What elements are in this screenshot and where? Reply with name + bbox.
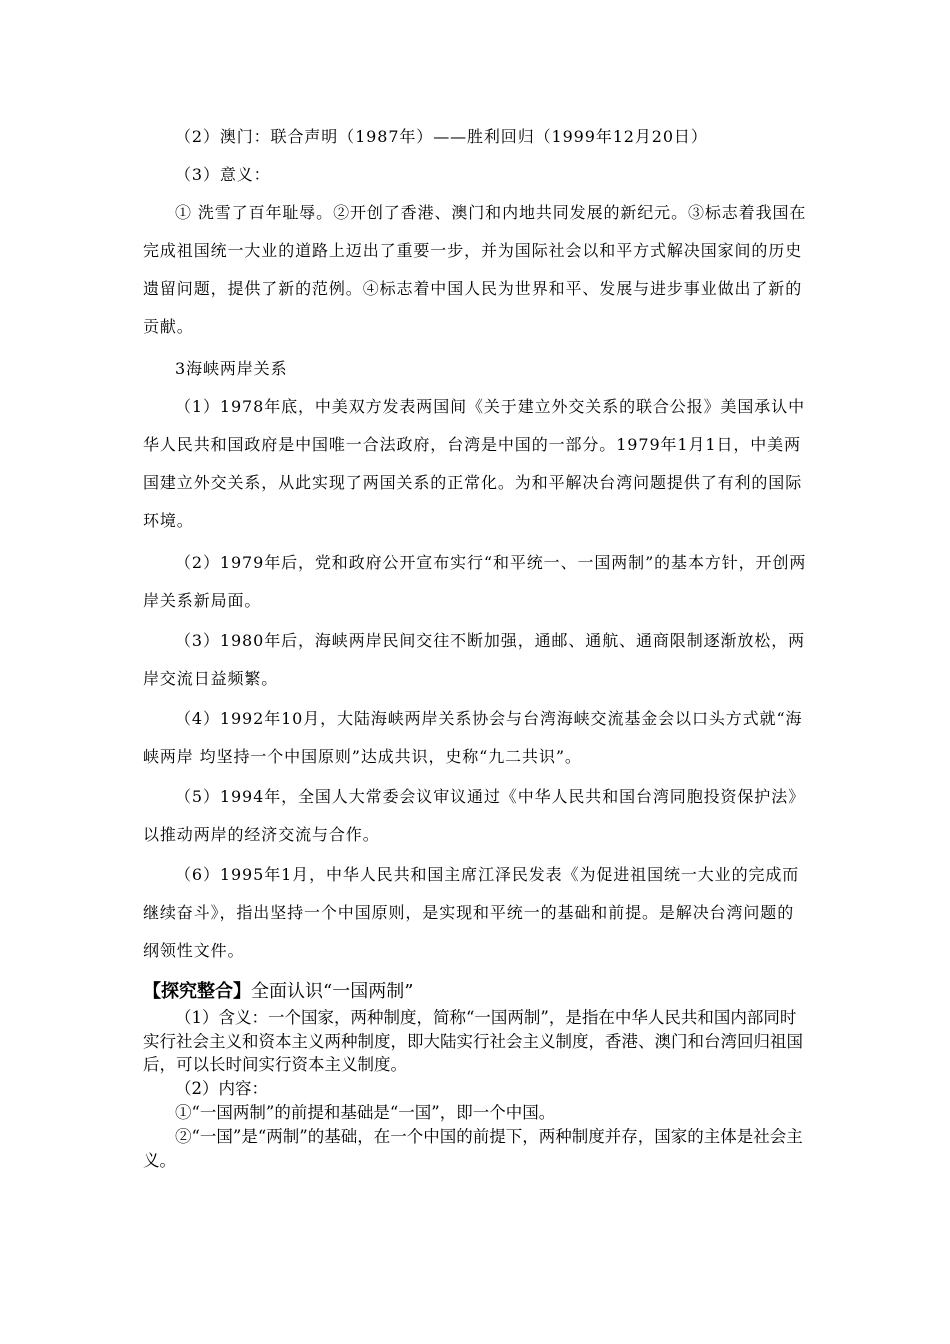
strait-item-6: （6）1995年1月，中华人民共和国主席江泽民发表《为促进祖国统一大业的完成而继续奋斗》，指出坚持一个中国原则，是实现和平统一的基础和前提。是解决台湾问题的纲领性文件。 xyxy=(143,865,800,960)
strait-item-2: （2）1979年后，党和政府公开宣布实行“和平统一、一国两制”的基本方针，开创两岸关系新局面。 xyxy=(143,553,807,610)
content-point-1: ①“一国两制”的前提和基础是“一国”，即一个中国。 xyxy=(175,1103,556,1122)
strait-item-4: （4）1992年10月，大陆海峡两岸关系协会与台湾海峡交流基金会以口头方式就“海峡两岸 均坚持一个中国原则”达成共识，史称“九二共识”。 xyxy=(143,709,803,766)
content-label: （2）内容： xyxy=(175,1079,268,1098)
content-point-2: ②“一国”是“两制”的基础，在一个中国的前提下，两种制度并存，国家的主体是社会主义。 xyxy=(143,1127,803,1170)
inquiry-tag: 【探究整合】 xyxy=(143,981,251,1002)
strait-item-1: （1）1978年底，中美双方发表两国间《关于建立外交关系的联合公报》美国承认中华人民共和国政府是中国唯一合法政府，台湾是中国的一部分。1979年1月1日，中美两国建立外交关系，从此实现了两国关系的正常化。为和平解决台湾问题提供了有利的国际环境。 xyxy=(143,397,805,530)
strait-relations-title: 3海峡两岸关系 xyxy=(175,359,288,378)
inquiry-title: 全面认识“一国两制” xyxy=(251,981,414,1002)
significance-paragraph: ① 洗雪了百年耻辱。②开创了香港、澳门和内地共同发展的新纪元。③标志着我国在完成祖国统一大业的道路上迈出了重要一步，并为国际社会以和平方式解决国家间的历史遗留问题，提供了新的范例。④标志着中国人民为世界和平、发展与进步事业做出了新的贡献。 xyxy=(143,203,807,336)
significance-label: （3）意义： xyxy=(175,165,271,184)
one-country-meaning: （1）含义：一个国家，两种制度，简称“一国两制”，是指在中华人民共和国内部同时实行社会主义和资本主义两种制度，即大陆实行社会主义制度，香港、澳门和台湾回归祖国后，可以长时间实行资本主义制度。 xyxy=(143,1008,803,1074)
strait-item-3: （3）1980年后，海峡两岸民间交往不断加强，通邮、通航、通商限制逐渐放松，两岸交流日益频繁。 xyxy=(143,631,805,688)
macau-return-line: （2）澳门：联合声明（1987年）——胜利回归（1999年12月20日） xyxy=(175,127,708,146)
inquiry-heading xyxy=(143,980,413,1004)
strait-item-5: （5）1994年，全国人大常委会议审议通过《中华人民共和国台湾同胞投资保护法》以推动两岸的经济交流与合作。 xyxy=(143,787,805,844)
